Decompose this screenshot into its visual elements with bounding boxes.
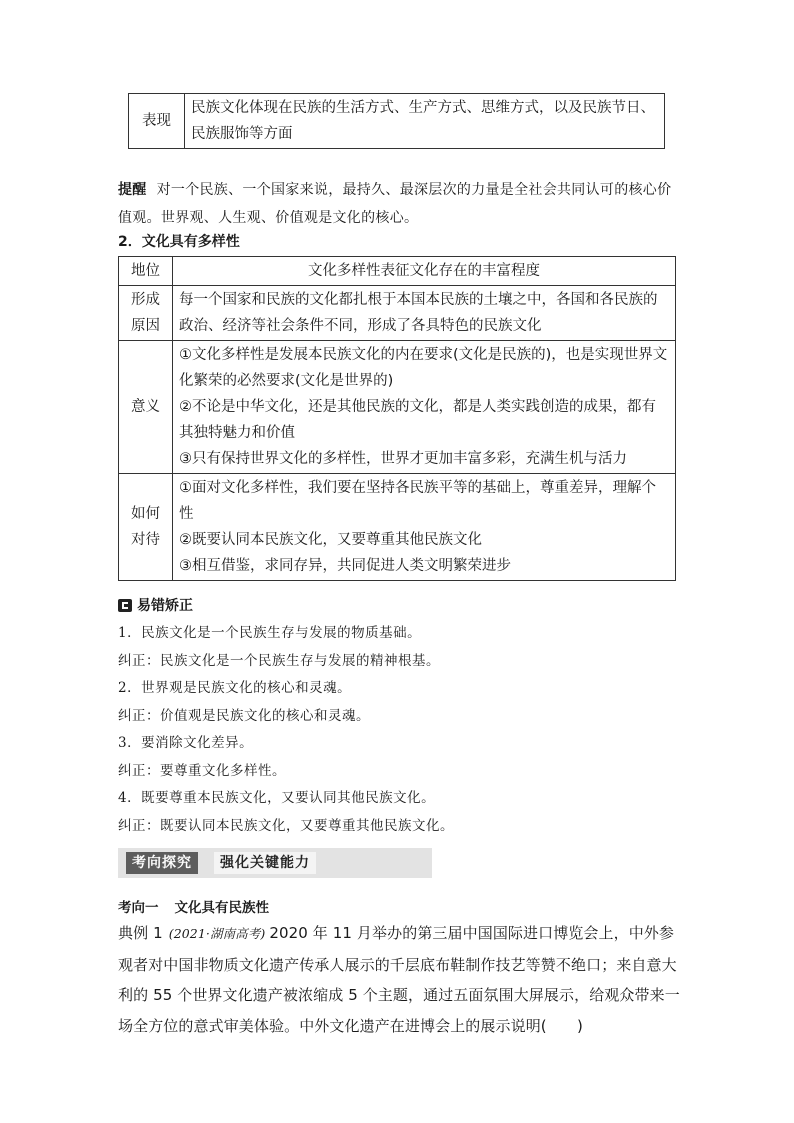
banner-left-label: 考向探究	[126, 852, 198, 874]
table-row	[119, 286, 676, 341]
list-item: 纠正：既要认同本民族文化，又要尊重其他民族文化。	[118, 817, 454, 834]
row-label: 如何对待	[119, 474, 173, 581]
list-item: 4．既要尊重本民族文化，又要认同其他民族文化。	[118, 790, 436, 806]
section-banner	[118, 848, 432, 878]
row-line: ①文化多样性是发展本民族文化的内在要求(文化是民族的)，也是实现世界文化繁荣的必然要求(文化是世界的)	[179, 347, 668, 389]
direction-title: 文化具有民族性	[174, 900, 269, 916]
list-item: 2．世界观是民族文化的核心和灵魂。	[118, 680, 352, 696]
row-label: 意义	[119, 341, 173, 474]
tip-text: 对一个民族、一个国家来说，最持久、最深层次的力量是全社会共同认可的核心价值观。世界观、人生观、价值观是文化的核心。	[118, 182, 672, 226]
row-label: 形成原因	[119, 286, 173, 341]
row-line: ①面对文化多样性，我们要在坚持各民族平等的基础上，尊重差异，理解个性	[179, 480, 656, 522]
row-content: 民族文化体现在民族的生活方式、生产方式、思维方式，以及民族节日、民族服饰等方面	[185, 94, 665, 149]
list-item: 纠正：价值观是民族文化的核心和灵魂。	[118, 707, 370, 724]
table-diversity	[118, 256, 676, 581]
error-correction-list	[118, 620, 678, 840]
table-row	[119, 474, 676, 581]
error-correction-heading	[118, 595, 193, 615]
row-line: ②既要认同本民族文化，又要尊重其他民族文化	[179, 532, 482, 548]
table-row	[119, 257, 676, 286]
row-line: ②不论是中华文化，还是其他民族的文化，都是人类实践创造的成果，都有其独特魅力和价值	[179, 399, 656, 441]
row-line: ③相互借鉴，求同存异，共同促进人类文明繁荣进步	[179, 558, 511, 574]
row-label: 表现	[129, 94, 185, 149]
example-text: 2020 年 11 月举办的第三届中国国际进口博览会上，中外参观者对中国非物质文化遗产传承人展示的千层底布鞋制作技艺等赞不绝口；来自意大利的 55 个世界文化遗产被浓缩成 5 个主题，通过五面氛围大屏展示，给观众带来一场全方位的意式审美体验。中外文化遗产在进博会上的展示说明( )	[118, 924, 680, 1035]
list-item: 纠正：民族文化是一个民族生存与发展的精神根基。	[118, 652, 440, 669]
banner-right-label: 强化关键能力	[214, 852, 316, 874]
list-item: 纠正：要尊重文化多样性。	[118, 762, 286, 779]
list-item: 3．要消除文化差异。	[118, 735, 254, 751]
row-content: 每一个国家和民族的文化都扎根于本国本民族的土壤之中，各国和各民族的政治、经济等社会条件不同，形成了各具特色的民族文化	[173, 286, 676, 341]
section-title: 2．文化具有多样性	[118, 234, 240, 250]
correction-icon	[118, 599, 132, 612]
row-label: 地位	[119, 257, 173, 286]
table-row	[119, 341, 676, 474]
table-row	[129, 94, 665, 149]
table-expression	[128, 93, 665, 149]
row-content: 文化多样性表征文化存在的丰富程度	[173, 257, 676, 286]
list-item: 1．民族文化是一个民族生存与发展的物质基础。	[118, 625, 422, 641]
direction-heading	[118, 896, 269, 916]
example-source: (2021·湖南高考)	[168, 926, 266, 941]
example-label: 典例 1	[118, 924, 163, 942]
example-paragraph	[118, 918, 680, 1041]
tip-paragraph	[118, 176, 674, 232]
tip-label: 提醒	[118, 182, 147, 198]
row-content	[173, 341, 676, 474]
direction-label: 考向一	[118, 900, 159, 916]
row-line: ③只有保持世界文化的多样性，世界才更加丰富多彩，充满生机与活力	[179, 451, 627, 467]
error-correction-title: 易错矫正	[137, 598, 193, 614]
row-content	[173, 474, 676, 581]
